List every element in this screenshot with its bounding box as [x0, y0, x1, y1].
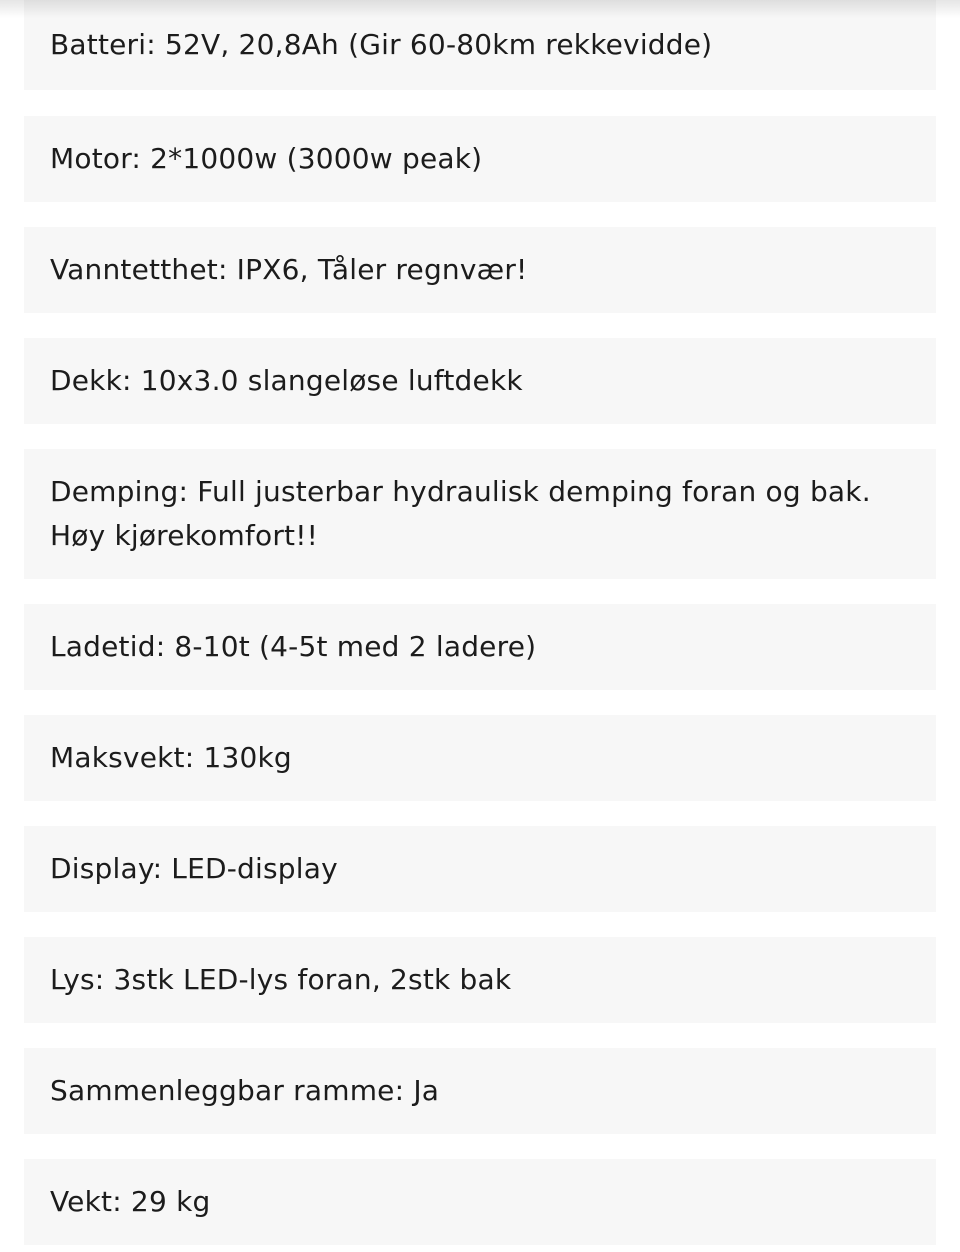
- spec-text: Lys: 3stk LED-lys foran, 2stk bak: [50, 963, 512, 996]
- spec-text: Maksvekt: 130kg: [50, 741, 292, 774]
- spec-text: Vanntetthet: IPX6, Tåler regnvær!: [50, 253, 528, 286]
- spec-item-max-weight: [24, 715, 936, 801]
- spec-text: Display: LED-display: [50, 852, 338, 885]
- spec-item-lights: [24, 937, 936, 1023]
- spec-item-tires: [24, 338, 936, 424]
- spec-item-water-resistance: [24, 227, 936, 313]
- spec-item-suspension: [24, 449, 936, 579]
- spec-item-motor: [24, 116, 936, 202]
- spec-text: Ladetid: 8-10t (4-5t med 2 ladere): [50, 630, 537, 663]
- spec-text: Dekk: 10x3.0 slangeløse luftdekk: [50, 364, 523, 397]
- spec-text: Sammenleggbar ramme: Ja: [50, 1074, 440, 1107]
- spec-text: Motor: 2*1000w (3000w peak): [50, 142, 483, 175]
- spec-text: Demping: Full justerbar hydraulisk demping foran og bak. Høy kjørekomfort!!: [50, 475, 871, 552]
- top-edge-shadow: [0, 0, 960, 18]
- spec-item-display: [24, 826, 936, 912]
- spec-text: Batteri: 52V, 20,8Ah (Gir 60-80km rekkevidde): [50, 28, 713, 61]
- spec-item-charging-time: [24, 604, 936, 690]
- spec-item-foldable-frame: [24, 1048, 936, 1134]
- spec-text: Vekt: 29 kg: [50, 1185, 211, 1218]
- spec-item-weight: [24, 1159, 936, 1245]
